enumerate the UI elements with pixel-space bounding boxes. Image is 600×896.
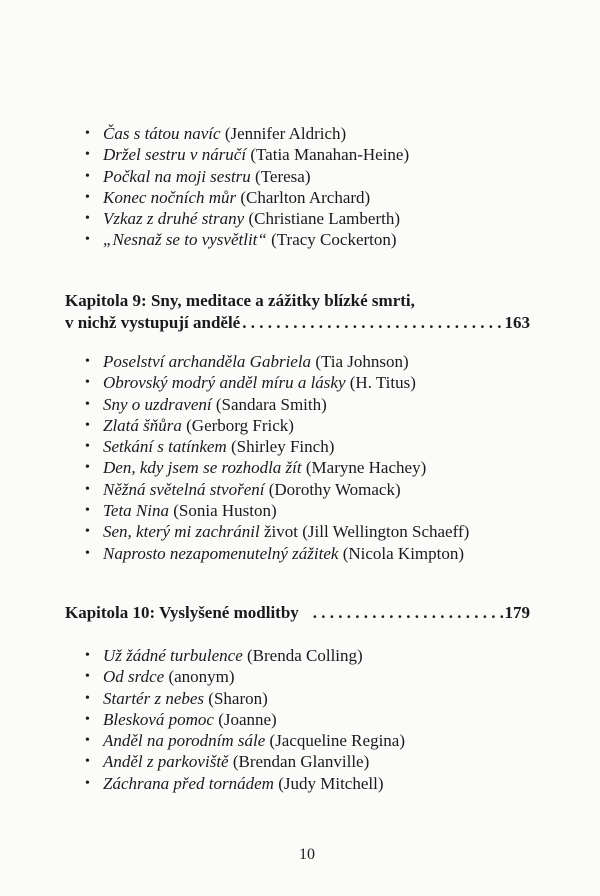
story-author: (Jacqueline Regina) <box>265 731 405 751</box>
chapter-10-toc-line <box>65 602 530 624</box>
story-author: (Sharon) <box>204 688 268 708</box>
list-item <box>85 666 405 687</box>
list-item <box>85 229 409 250</box>
bullet-icon: • <box>85 503 90 519</box>
story-author: (Gerborg Frick) <box>181 415 294 435</box>
bullet-icon: • <box>85 354 90 369</box>
bullet-icon: • <box>85 168 90 184</box>
story-title: Blesková pomoc <box>103 709 214 729</box>
story-title: Naprosto nezapomenutelný zážitek <box>103 543 339 563</box>
bullet-icon: • <box>85 481 90 497</box>
list-item <box>85 187 409 208</box>
bullet-icon: • <box>85 754 90 770</box>
list-item <box>85 645 405 666</box>
story-title: „Nesnaž se to vysvětlit“ <box>103 230 267 250</box>
story-author: (Dorothy Womack) <box>264 479 401 499</box>
story-author: (Charlton Archard) <box>236 187 371 207</box>
list-item <box>85 372 469 393</box>
story-author: (Shirley Finch) <box>226 437 335 457</box>
story-title: Vzkaz z druhé strany <box>103 209 245 229</box>
chapter-9-title-line1: Kapitola 9: Sny, meditace a zážitky blízké smrti, <box>65 291 415 310</box>
bullet-icon: • <box>85 232 90 248</box>
story-title: Počkal na moji sestru <box>103 166 251 186</box>
story-list-chapter-10 <box>85 645 405 794</box>
bullet-icon: • <box>85 545 90 561</box>
leader-dots <box>313 602 503 624</box>
story-title: Poselství archanděla Gabriela <box>103 352 312 371</box>
bullet-icon: • <box>85 147 90 163</box>
list-item <box>85 709 405 730</box>
list-item <box>85 730 405 751</box>
story-author: (Judy Mitchell) <box>273 773 384 793</box>
story-title: Obrovský modrý anděl míru a lásky <box>103 373 346 393</box>
story-title: Anděl z parkoviště <box>103 752 229 772</box>
story-title: Teta Nina <box>103 501 169 521</box>
leader-dots <box>242 312 502 334</box>
bullet-icon: • <box>85 375 90 391</box>
list-item <box>85 394 469 415</box>
story-title: Sny o uzdravení <box>103 394 212 414</box>
bullet-icon: • <box>85 648 90 663</box>
bullet-icon: • <box>85 524 90 540</box>
story-title: Čas s tátou navíc <box>103 124 221 143</box>
list-item <box>85 415 469 436</box>
chapter-9-heading <box>65 290 530 334</box>
list-item <box>85 144 409 165</box>
story-author: (H. Titus) <box>345 373 416 393</box>
story-title: Záchrana před tornádem <box>103 773 274 793</box>
story-list-top <box>85 123 409 251</box>
story-author: (Sonia Huston) <box>168 501 277 521</box>
list-item <box>85 773 405 794</box>
chapter-9-toc-line <box>65 312 530 334</box>
story-title: Startér z nebes <box>103 688 205 708</box>
story-title: Držel sestru v náručí <box>103 145 247 165</box>
bullet-icon: • <box>85 460 90 476</box>
list-item <box>85 521 469 542</box>
list-item <box>85 123 409 144</box>
list-item <box>85 208 409 229</box>
story-title: Setkání s tatínkem <box>103 437 227 457</box>
story-title: Konec nočních můr <box>103 187 237 207</box>
story-list-chapter-9 <box>85 351 469 564</box>
story-author: (Sandara Smith) <box>211 394 327 414</box>
story-author: (Brendan Glanville) <box>228 752 370 772</box>
list-item <box>85 479 469 500</box>
list-item <box>85 351 469 372</box>
story-author: (Brenda Colling) <box>242 646 363 665</box>
page-number: 10 <box>299 846 315 863</box>
story-title: Zlatá šňůra <box>103 415 182 435</box>
story-author: (anonym) <box>164 667 235 687</box>
story-title: Už žádné turbulence <box>103 646 243 665</box>
story-author: (Jennifer Aldrich) <box>220 124 347 143</box>
story-author: (Joanne) <box>213 709 277 729</box>
chapter-10-title: Kapitola 10: Vyslyšené modlitby <box>65 603 299 622</box>
story-author: (Christiane Lamberth) <box>244 209 400 229</box>
story-author: (Maryne Hachey) <box>301 458 427 478</box>
list-item <box>85 166 409 187</box>
story-title: Sen, který mi zachránil <box>103 522 260 542</box>
story-title: Od srdce <box>103 667 165 687</box>
bullet-icon: • <box>85 690 90 706</box>
bullet-icon: • <box>85 439 90 455</box>
bullet-icon: • <box>85 733 90 749</box>
bullet-icon: • <box>85 211 90 227</box>
list-item <box>85 688 405 709</box>
bullet-icon: • <box>85 711 90 727</box>
story-author: (Tracy Cockerton) <box>266 230 397 250</box>
story-title: Něžná světelná stvoření <box>103 479 265 499</box>
list-item <box>85 436 469 457</box>
chapter-10-page: 179 <box>504 603 530 622</box>
list-item <box>85 543 469 564</box>
bullet-icon: • <box>85 189 90 205</box>
bullet-icon: • <box>85 669 90 685</box>
chapter-9-title-line2: v nichž vystupují andělé <box>65 313 241 332</box>
story-author: život (Jill Wellington Schaeff) <box>259 522 470 542</box>
story-title: Anděl na porodním sále <box>103 731 266 751</box>
list-item <box>85 500 469 521</box>
story-author: (Nicola Kimpton) <box>338 543 465 563</box>
chapter-10-heading <box>65 602 530 624</box>
story-author: (Tia Johnson) <box>311 352 409 371</box>
bullet-icon: • <box>85 775 90 791</box>
chapter-9-page: 163 <box>504 313 530 332</box>
list-item <box>85 457 469 478</box>
bullet-icon: • <box>85 417 90 433</box>
story-author: (Tatia Manahan-Heine) <box>246 145 410 165</box>
list-item <box>85 751 405 772</box>
story-author: (Teresa) <box>250 166 311 186</box>
story-title: Den, kdy jsem se rozhodla žít <box>103 458 302 478</box>
bullet-icon: • <box>85 396 90 412</box>
bullet-icon: • <box>85 126 90 141</box>
